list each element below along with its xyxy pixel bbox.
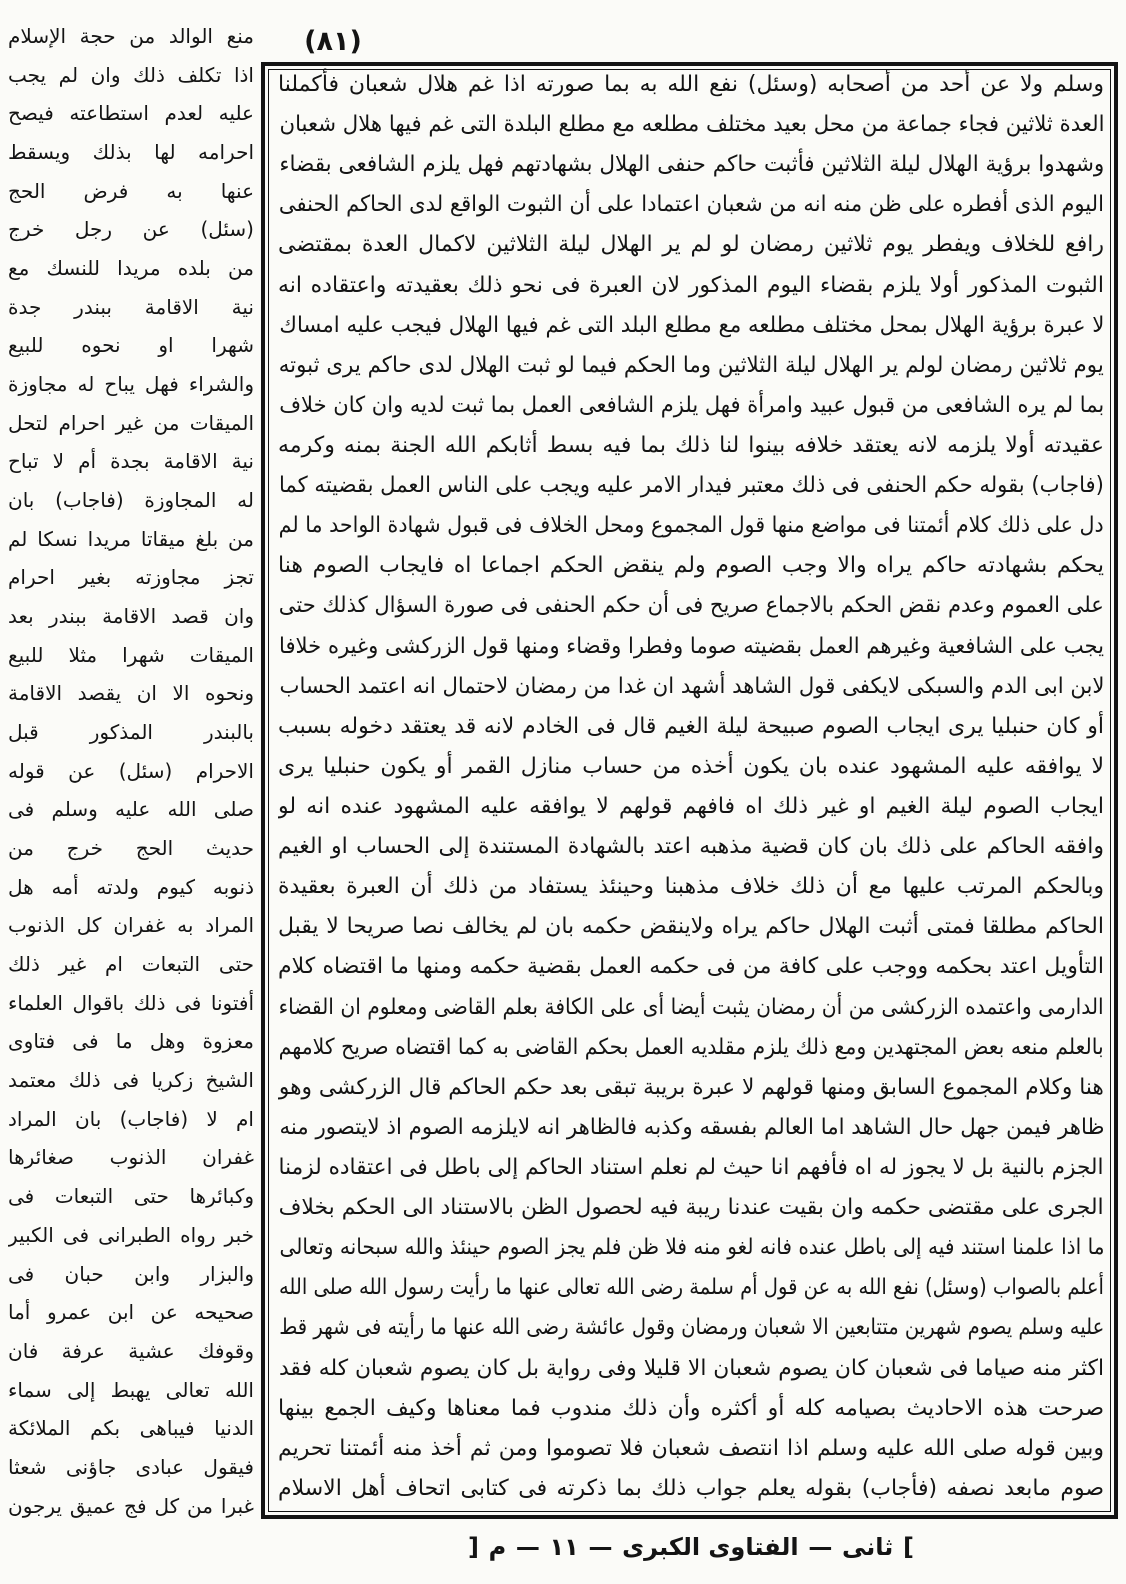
footer-part: — <box>808 1533 833 1561</box>
main-text-line-text: الدارمى واعتمده الزركشى من أن رمضان يثبت أيضا أى على الكافة بعلم القاضى ومعلوم ان القضاء <box>279 994 1104 1020</box>
margin-note-line-text: خبر رواه الطبرانى فى الكبير <box>8 1222 254 1247</box>
main-text-line-text: هنا وكلام المجموع السابق ومنها قولهم لا عبرة بريبة تبقى بعد حكم الحاكم قال الزركشى وهو <box>279 1074 1104 1100</box>
main-text-line-text: يحكم بشهادته حاكم يراه والا وجب الصوم ولم ينقض الحكم اجماعا اه فايجاب الصوم هنا <box>278 553 1104 579</box>
margin-note-line-text: ام لا (فاجاب) بان المراد <box>8 1106 254 1131</box>
margin-note-line <box>8 1178 254 1214</box>
margin-note-line <box>8 482 254 518</box>
margin-note-line <box>8 1333 254 1369</box>
margin-note-line-text: الاحرام (سئل) عن قوله <box>8 758 254 783</box>
margin-note-line <box>8 675 254 711</box>
main-text-line <box>278 908 1104 946</box>
margin-note-line-text: نية الاقامة ببندر جدة <box>8 294 254 319</box>
main-text-line-text: أعلم بالصواب (وسئل) نفع الله به عن قول أم سلمة رضى الله تعالى عنها ما رأيت رسول الله صلى الله <box>279 1275 1104 1301</box>
main-text-line-text: وسلم ولا عن أحد من أصحابه (وسئل) نفع الله به بما صورته اذا غم هلال شعبان فأكملنا <box>278 72 1104 97</box>
main-text-line <box>278 267 1104 305</box>
margin-note-line <box>8 907 254 943</box>
margin-note-line <box>8 1023 254 1059</box>
main-text-line <box>278 868 1104 906</box>
margin-note-line <box>8 173 254 209</box>
margin-note-line-text: غبرا من كل فج عميق يرجون <box>8 1493 254 1518</box>
main-text-line <box>278 467 1104 505</box>
main-text-line <box>278 347 1104 385</box>
main-text-line-text: الجرى على مقتضى حكمه وان بقيت عندنا ريبة فيه لحصول الظن بالاستناد الى الحكم بخلاف <box>278 1195 1104 1221</box>
margin-notes-column <box>8 18 254 1524</box>
main-text-line-text: عليه وسلم يصوم شهرين متتابعين الا شعبان ورمضان وقول عائشة رضى الله عنها ما رأيته فى شهر قط <box>278 1315 1104 1341</box>
margin-note-line <box>8 211 254 247</box>
main-text-line-text: التأويل اعتد بحكمه ووجب على كافة من فى حكمه العمل بقضية حكمه ومنها ما اقتضاه كلام <box>278 954 1104 980</box>
main-text-line-text: لابن ابى الدم والسبكى لايكفى قول الشاهد أشهد ان غدا من رمضان لاحتمال انه اعتمد الحساب <box>279 673 1104 699</box>
margin-note-line <box>8 1488 254 1524</box>
margin-note-line-text: الميقات شهرا مثلا للبيع <box>8 642 254 667</box>
margin-note-line <box>8 134 254 170</box>
main-text-line <box>278 1109 1104 1147</box>
main-text-line-text: على العموم وعدم نقض الحكم بالاجماع صريح فى أن حكم الحنفى فى صورة السؤال كذلك حتى <box>278 593 1104 619</box>
margin-note-line-text: منع الوالد من حجة الإسلام <box>8 24 254 48</box>
margin-note-line-text: الشيخ زكريا فى ذلك معتمد <box>8 1068 254 1093</box>
margin-note-line <box>8 946 254 982</box>
main-text-line <box>278 628 1104 666</box>
margin-note-line-text: اذا تكلف ذلك وان لم يجب <box>8 62 254 87</box>
footer-part: — <box>588 1533 613 1561</box>
main-text-line-text: اكثر منه صياما فى شعبان كان يصوم شعبان الا قليلا وفى رواية بل كان يصوم شعبان كله فقد <box>278 1355 1104 1381</box>
margin-note-line-text: حديث الحج خرج من <box>8 836 254 861</box>
margin-note-line-text: بالبندر المذكور قبل <box>8 720 254 745</box>
main-text-line <box>278 387 1104 425</box>
main-text-line-text: يجب على الشافعية وغيرهم العمل بقضيته صوما وفطرا وقضاء ومنها قول الزركشى وغيره خلافا <box>278 633 1104 659</box>
margin-note-line-text: صحيحه عن ابن عمرو أما <box>8 1300 254 1325</box>
margin-note-line <box>8 753 254 789</box>
margin-note-line <box>8 791 254 827</box>
main-text-line-text: وشهدوا برؤية الهلال ليلة الثلاثين فأثبت حاكم حنفى الهلال بشهادتهم فهل يلزم الشافعى بقضاء <box>279 152 1104 178</box>
main-text-line <box>278 1069 1104 1107</box>
margin-note-line-text: وكبائرها حتى التبعات فى <box>8 1184 254 1209</box>
footer-part: [ <box>468 1533 479 1561</box>
margin-note-line-text: غفران الذنوب صغائرها <box>8 1145 254 1170</box>
margin-note-line <box>8 637 254 673</box>
main-text-line-text: عقيدته أولا يلزمه لانه يعتقد خلافه بينوا لنا ذلك بما فيه بسط أثابكم الله الجنة بمنه وكرمه <box>278 432 1104 458</box>
main-text-line-text: يوم ثلاثين رمضان لولم ير الهلال ليلة الثلاثين وما الحكم فيما لو ثبت الهلال لدى حاكم يرى ثبوته <box>278 352 1104 378</box>
main-text-line-text: (فاجاب) بقوله حكم الحنفى فى ذلك معتبر فيدار الامر عليه ويجب على الناس العمل بقضيته كما <box>279 473 1104 499</box>
main-text-line <box>278 989 1104 1027</box>
main-text-line <box>278 1269 1104 1307</box>
margin-note-line-text: معزوة وهل ما فى فتاوى <box>8 1029 254 1054</box>
footer-part: الفتاوى الكبرى <box>622 1533 799 1561</box>
margin-note-line-text: احرامه لها بذلك ويسقط <box>8 140 254 165</box>
main-text-line-text: لا يوافقه عليه المشهود عنده بان يكون أخذه من حساب منازل القمر أو يكون حنبليا يرى <box>278 753 1104 779</box>
margin-note-line-text: عنها به فرض الحج <box>8 178 254 203</box>
main-text-line-text: لا عبرة برؤية الهلال بمحل مختلف مطلعه مع مطلع البلد التى غم فيها الهلال فيجب عليه امساك <box>278 312 1104 338</box>
main-text-body <box>278 66 1104 1508</box>
margin-note-line <box>8 1101 254 1137</box>
margin-note-line-text: الله تعالى يهبط إلى سماء <box>8 1377 254 1402</box>
main-text-line <box>278 668 1104 706</box>
margin-note-line <box>8 57 254 93</box>
margin-note-line <box>8 1410 254 1446</box>
margin-note-line-text: شهرا او نحوه للبيع <box>8 333 254 358</box>
margin-note-line-text: والشراء فهل يباح له مجاوزة <box>8 372 254 397</box>
main-text-line <box>278 828 1104 866</box>
margin-note-line <box>8 521 254 557</box>
main-text-line-text: اليوم الذى أفطره على ظن منه انه من شعبان اعتمادا على أن الثبوت الواقع لدى الحاكم الحنفى <box>278 192 1104 218</box>
margin-note-line-text: من بلده مريدا للنسك مع <box>8 256 254 281</box>
margin-note-line <box>8 1372 254 1408</box>
main-text-line <box>278 507 1104 545</box>
main-text-line-text: الحاكم مطلقا فمتى أثبت الهلال حاكم يراه ولاينقض حكمه بان لم يخالف نصا صريحا لا يقبل <box>278 914 1104 940</box>
margin-note-line <box>8 1217 254 1253</box>
main-text-line <box>278 146 1104 184</box>
margin-note-line <box>8 327 254 363</box>
margin-note-line <box>8 1139 254 1175</box>
margin-note-line-text: والبزار وابن حبان فى <box>8 1261 254 1286</box>
margin-note-line-text: ونحوه الا ان يقصد الاقامة <box>8 681 254 706</box>
margin-note-line <box>8 443 254 479</box>
margin-note-line-text: صلى الله عليه وسلم فى <box>8 797 254 822</box>
main-text-line <box>278 788 1104 826</box>
margin-note-line <box>8 830 254 866</box>
margin-note-line-text: (سئل) عن رجل خرج <box>8 217 254 242</box>
main-text-line-text: العدة ثلاثين فجاء جماعة من محل بعيد مختلف مطلعه مع مطلع البلدة التى غم فيها هلال شعبان <box>278 112 1104 138</box>
margin-note-line-text: حتى التبعات ام غير ذلك <box>8 952 254 977</box>
margin-note-line <box>8 714 254 750</box>
main-text-line <box>278 1029 1104 1067</box>
main-text-line <box>278 587 1104 625</box>
footer-part: ] <box>902 1533 914 1561</box>
margin-note-line <box>8 559 254 595</box>
margin-note-line <box>8 869 254 905</box>
main-text-line-text: بالعلم منعه بعض المجتهدين ومع ذلك يلزم مقلديه العمل بحكم القاضى به كما اقتضاه صريح كلامهم <box>278 1034 1104 1060</box>
margin-note-line-text: ذنوبه كيوم ولدته أمه هل <box>8 874 254 899</box>
printer-signature-footer <box>468 1528 914 1566</box>
main-text-line <box>278 948 1104 986</box>
margin-note-line <box>8 18 254 54</box>
main-text-line <box>278 748 1104 786</box>
main-text-line <box>278 1149 1104 1187</box>
margin-note-line <box>8 95 254 131</box>
margin-note-line <box>8 405 254 441</box>
main-text-line <box>278 547 1104 585</box>
margin-note-line-text: فيقول عبادى جاؤنى شعثا <box>8 1454 254 1479</box>
margin-note-line-text: الدنيا فيباهى بكم الملائكة <box>8 1416 254 1441</box>
margin-note-line <box>8 289 254 325</box>
main-text-line <box>278 427 1104 465</box>
main-text-line-text: ما اذا علمنا استند فيه إلى باطل عنده فانه لغو منه فلا ظن فلم يجز الصوم حينئذ والله سبحانه وتعالى <box>279 1235 1104 1261</box>
margin-note-line <box>8 366 254 402</box>
main-text-line <box>278 307 1104 345</box>
margin-note-line-text: تجز مجاوزته بغير احرام <box>8 565 254 590</box>
footer-part: ثانى <box>841 1533 894 1561</box>
margin-note-line-text: من بلغ ميقاتا مريدا نسكا لم <box>8 526 254 551</box>
margin-note-line-text: وقوفك عشية عرفة فان <box>8 1338 254 1363</box>
main-text-line-text: أو كان حنبليا يرى ايجاب الصوم صبيحة ليلة الغيم قال فى الخادم لانه قد يعتقد دخوله بسبب <box>278 713 1104 739</box>
margin-note-line-text: الميقات من غير احرام لتحل <box>8 410 254 435</box>
footer-part: م <box>488 1533 507 1561</box>
main-text-line <box>278 66 1104 104</box>
main-text-line-text: رافع للخلاف ويفطر يوم ثلاثين رمضان لو لم ير الهلال ليلة الثلاثين لاكمال العدة بمقتضى <box>278 232 1104 258</box>
margin-note-line-text: المراد به غفران كل الذنوب <box>8 913 254 938</box>
main-text-line-text: وافقه الحاكم على ذلك بان كان قضية مذهبه اعتد بالشهادة المستندة إلى الحساب او الغيم <box>278 834 1104 860</box>
main-text-line <box>278 1229 1104 1267</box>
main-text-line <box>278 226 1104 264</box>
main-text-line-text: ظاهر فيمن جهل حال الشاهد اما العالم بفسقه وكذبه فالظاهر انه لايلزمه الصوم اذ لايتصور منه <box>279 1114 1104 1140</box>
margin-note-line <box>8 598 254 634</box>
main-text-line <box>278 186 1104 224</box>
margin-note-line-text: عليه لعدم استطاعته فيصح <box>8 101 254 126</box>
main-text-line-text: صوم مابعد نصفه (فأجاب) بقوله يعلم جواب ذلك بما ذكرته فى كتابى اتحاف أهل الاسلام <box>278 1475 1104 1501</box>
main-text-line-text: دل على ذلك كلام أئمتنا فى مواضع منها قول المجموع ومحل الخلاف فى قبول شهادة الواحد ما لم <box>279 513 1104 539</box>
main-text-line <box>278 1350 1104 1388</box>
margin-note-line-text: نية الاقامة بجدة أم لا تباح <box>8 449 254 474</box>
footer-part: ١١ <box>549 1533 579 1561</box>
main-text-line-text: ايجاب الصوم ليلة الغيم او غير ذلك اه فافهم قولهم لا يوافقه عليه المشهود عنده انه لو <box>278 793 1104 819</box>
margin-note-line <box>8 1062 254 1098</box>
main-text-line-text: وبين قوله صلى الله عليه وسلم اذا انتصف شعبان فلا تصوموا ومن ثم أخذ منه أئمتنا تحريم <box>278 1435 1104 1461</box>
margin-note-line <box>8 985 254 1021</box>
margin-note-line <box>8 1256 254 1292</box>
main-text-line <box>278 1390 1104 1428</box>
margin-note-line-text: أفتونا فى ذلك باقوال العلماء <box>8 990 254 1015</box>
margin-note-line-text: وان قصد الاقامة ببندر بعد <box>8 604 254 629</box>
main-text-line-text: وبالحكم المرتب عليها مع أن ذلك خلاف مذهبنا وحينئذ يستفاد من ذلك أن العبرة بعقيدة <box>278 874 1104 900</box>
main-text-line <box>278 708 1104 746</box>
main-text-line <box>278 1309 1104 1347</box>
main-text-line <box>278 1430 1104 1468</box>
main-text-line <box>278 1189 1104 1227</box>
main-text-line-text: الجزم بالنية بل لا يجوز له اه فأفهم انا حيث لم نعلم استناد الحاكم إلى باطل فى اعتقاده لزمنا <box>279 1154 1104 1180</box>
margin-note-line <box>8 1449 254 1485</box>
main-text-line-text: بما لم يره الشافعى من قبول عبيد وامرأة فهل يلزم الشافعى العمل بما ثبت لديه وان كان خلاف <box>279 392 1104 418</box>
margin-note-line <box>8 250 254 286</box>
page-number: (٨١) <box>304 26 362 57</box>
margin-note-line <box>8 1294 254 1330</box>
main-text-line <box>278 1470 1104 1508</box>
main-text-line-text: صرحت هذه الاحاديث بصيامه كله أو أكثره وأن ذلك مندوب فما معناها وكيف الجمع بينها <box>278 1395 1104 1421</box>
main-text-line-text: الثبوت المذكور أولا يلزم بقضاء اليوم المذكور لان العبرة فى نحو ذلك بعقيدته واعتقاده انه <box>278 272 1104 298</box>
main-text-line <box>278 106 1104 144</box>
footer-part: — <box>515 1533 540 1561</box>
margin-note-line-text: له المجاوزة (فاجاب) بان <box>8 488 254 513</box>
